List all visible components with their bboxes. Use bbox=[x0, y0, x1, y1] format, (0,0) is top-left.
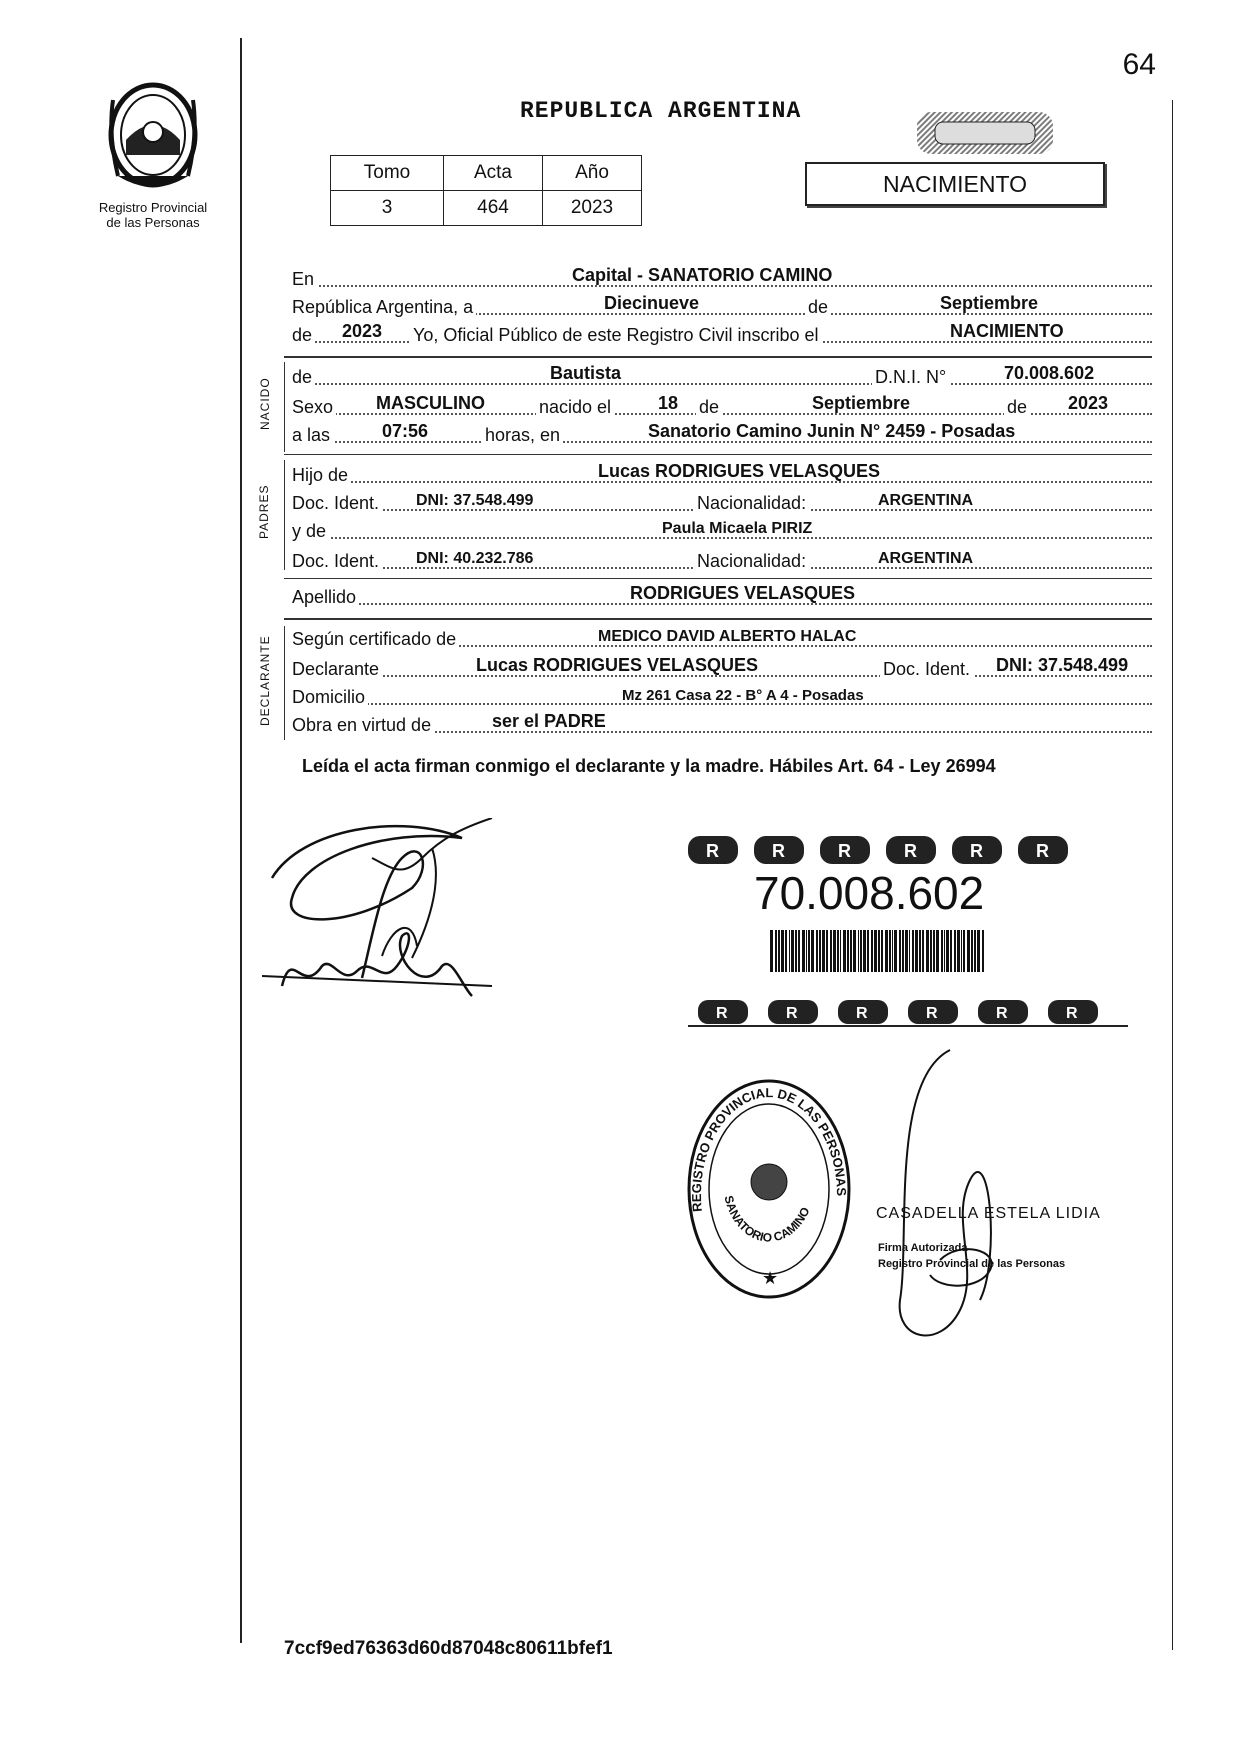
value-birth-year: 2023 bbox=[1068, 393, 1109, 413]
table-value-acta: 464 bbox=[444, 191, 543, 226]
label-de-nacido: de bbox=[292, 367, 315, 388]
row-republica bbox=[292, 294, 1152, 320]
label-obra: Obra en virtud de bbox=[292, 715, 434, 736]
section-label-nacido: NACIDO bbox=[258, 377, 272, 430]
value-birth-place: Sanatorio Camino Junin N° 2459 - Posadas bbox=[648, 421, 1016, 441]
svg-text:R: R bbox=[904, 841, 917, 861]
document-hash: 7ccf9ed76363d60d87048c80611bfef1 bbox=[284, 1638, 613, 1659]
label-father-doc: Doc. Ident. bbox=[292, 493, 382, 514]
row-y-de bbox=[292, 518, 1152, 544]
row-declarante bbox=[292, 656, 1152, 682]
official-role: Firma Autorizada bbox=[878, 1242, 968, 1254]
value-certificado: MEDICO DAVID ALBERTO HALAC bbox=[598, 628, 857, 645]
row-apellido bbox=[292, 584, 1152, 610]
row-officer bbox=[292, 322, 1152, 348]
value-en: Capital - SANATORIO CAMINO bbox=[572, 265, 833, 285]
value-father-name: Lucas RODRIGUES VELASQUES bbox=[598, 461, 881, 481]
value-day: Diecinueve bbox=[604, 293, 700, 313]
svg-text:SANATORIO CAMINO bbox=[721, 1194, 812, 1245]
svg-text:R: R bbox=[856, 1005, 868, 1022]
label-de-2: de bbox=[292, 325, 315, 346]
row-en bbox=[292, 266, 1152, 292]
table-value-anio: 2023 bbox=[543, 191, 642, 226]
sticker-number: 70.008.602 bbox=[754, 867, 985, 919]
table-header-acta: Acta bbox=[444, 156, 543, 191]
official-registry: Registro Provincial de las Personas bbox=[878, 1258, 1066, 1270]
value-mother-doc: DNI: 40.232.786 bbox=[416, 550, 534, 567]
seal-inner-text: SANATORIO CAMINO bbox=[721, 1194, 813, 1245]
row-hora bbox=[292, 422, 1152, 448]
label-nacido-el: nacido el bbox=[536, 397, 614, 418]
tomo-acta-table bbox=[330, 155, 642, 226]
label-y-de: y de bbox=[292, 521, 329, 542]
table-header-tomo: Tomo bbox=[331, 156, 444, 191]
official-seal-icon bbox=[684, 1074, 854, 1304]
label-a-las: a las bbox=[292, 425, 333, 446]
svg-text:R: R bbox=[786, 1005, 798, 1022]
value-month: Septiembre bbox=[940, 293, 1039, 313]
row-domicilio bbox=[292, 684, 1152, 710]
svg-text:R: R bbox=[926, 1005, 938, 1022]
svg-text:R: R bbox=[996, 1005, 1008, 1022]
misiones-shield-icon bbox=[98, 80, 208, 195]
table-value-tomo: 3 bbox=[331, 191, 444, 226]
value-domicilio: Mz 261 Casa 22 - B° A 4 - Posadas bbox=[622, 687, 864, 704]
value-mother-name: Paula Micaela PIRIZ bbox=[662, 520, 813, 537]
value-mother-nat: ARGENTINA bbox=[878, 550, 974, 567]
barcode-icon bbox=[768, 928, 988, 974]
label-de-b: de bbox=[1004, 397, 1030, 418]
label-domicilio: Domicilio bbox=[292, 687, 368, 708]
value-sexo: MASCULINO bbox=[376, 393, 485, 413]
label-de-a: de bbox=[696, 397, 722, 418]
row-certificado bbox=[292, 626, 1152, 652]
separator-3 bbox=[284, 578, 1152, 579]
label-mother-doc: Doc. Ident. bbox=[292, 551, 382, 572]
svg-text:R: R bbox=[970, 841, 983, 861]
svg-text:R: R bbox=[772, 841, 785, 861]
label-decl-doc: Doc. Ident. bbox=[880, 659, 973, 680]
closing-text: Leída el acta firman conmigo el declarante y la madre. Hábiles Art. 64 - Ley 26994 bbox=[302, 756, 996, 776]
label-en: En bbox=[292, 269, 317, 290]
security-stamp-icon bbox=[915, 108, 1057, 158]
row-father-doc bbox=[292, 490, 1152, 516]
nacido-bar bbox=[284, 362, 285, 452]
table-header-anio: Año bbox=[543, 156, 642, 191]
row-hijo-de bbox=[292, 462, 1152, 488]
value-birth-day: 18 bbox=[658, 393, 679, 413]
label-mother-nac: Nacionalidad: bbox=[694, 551, 809, 572]
registry-label-line2: de las Personas bbox=[106, 215, 200, 230]
separator-2 bbox=[284, 454, 1152, 455]
value-declarante: Lucas RODRIGUES VELASQUES bbox=[476, 655, 759, 675]
label-declarante: Declarante bbox=[292, 659, 382, 680]
label-certificado: Según certificado de bbox=[292, 629, 459, 650]
value-father-nat: ARGENTINA bbox=[878, 492, 974, 509]
security-strip-bottom-icon bbox=[688, 996, 1128, 1030]
svg-text:R: R bbox=[838, 841, 851, 861]
right-margin-line bbox=[1172, 100, 1173, 1650]
svg-text:R: R bbox=[716, 1005, 728, 1022]
label-officer: Yo, Oficial Público de este Registro Civil inscribo el bbox=[410, 325, 822, 346]
label-sexo: Sexo bbox=[292, 397, 336, 418]
value-apellido: RODRIGUES VELASQUES bbox=[630, 583, 856, 603]
value-time: 07:56 bbox=[382, 421, 429, 441]
svg-text:★: ★ bbox=[762, 1268, 779, 1288]
page-number: 64 bbox=[1122, 48, 1156, 81]
label-republica: República Argentina, a bbox=[292, 297, 476, 318]
declarante-bar bbox=[284, 626, 285, 740]
value-year: 2023 bbox=[342, 321, 383, 341]
label-dni: D.N.I. N° bbox=[872, 367, 949, 388]
label-de-1: de bbox=[805, 297, 831, 318]
seal-ring-text: REGISTRO PROVINCIAL DE LAS PERSONAS bbox=[688, 1085, 850, 1213]
padres-bar bbox=[284, 460, 285, 570]
value-birth-month: Septiembre bbox=[812, 393, 911, 413]
margin-line bbox=[240, 38, 242, 1643]
registry-logo bbox=[88, 80, 218, 230]
svg-text:R: R bbox=[1066, 1005, 1078, 1022]
label-horas-en: horas, en bbox=[482, 425, 563, 446]
signature-madre-icon bbox=[262, 916, 492, 1026]
svg-text:R: R bbox=[706, 841, 719, 861]
value-inscribe: NACIMIENTO bbox=[950, 321, 1064, 341]
section-label-declarante: DECLARANTE bbox=[258, 635, 272, 726]
row-sexo bbox=[292, 394, 1152, 420]
row-mother-doc bbox=[292, 548, 1152, 574]
official-name: CASADELLA ESTELA LIDIA bbox=[876, 1205, 1101, 1222]
value-father-doc: DNI: 37.548.499 bbox=[416, 492, 534, 509]
value-child-dni: 70.008.602 bbox=[1004, 363, 1095, 383]
separator-4 bbox=[284, 618, 1152, 620]
row-nacido-name bbox=[292, 364, 1152, 390]
label-apellido: Apellido bbox=[292, 587, 359, 608]
separator-1 bbox=[284, 356, 1152, 358]
svg-text:R: R bbox=[1036, 841, 1049, 861]
section-label-padres: PADRES bbox=[257, 484, 271, 539]
label-hijo-de: Hijo de bbox=[292, 465, 351, 486]
value-obra: ser el PADRE bbox=[492, 711, 606, 731]
label-father-nac: Nacionalidad: bbox=[694, 493, 809, 514]
value-child-name: Bautista bbox=[550, 363, 622, 383]
security-strip-top-icon bbox=[688, 830, 1128, 870]
document-title: REPUBLICA ARGENTINA bbox=[520, 98, 802, 124]
record-type-box: NACIMIENTO bbox=[805, 162, 1105, 206]
row-obra bbox=[292, 712, 1152, 738]
value-decl-doc: DNI: 37.548.499 bbox=[996, 655, 1129, 675]
registry-label-line1: Registro Provincial bbox=[98, 200, 208, 215]
